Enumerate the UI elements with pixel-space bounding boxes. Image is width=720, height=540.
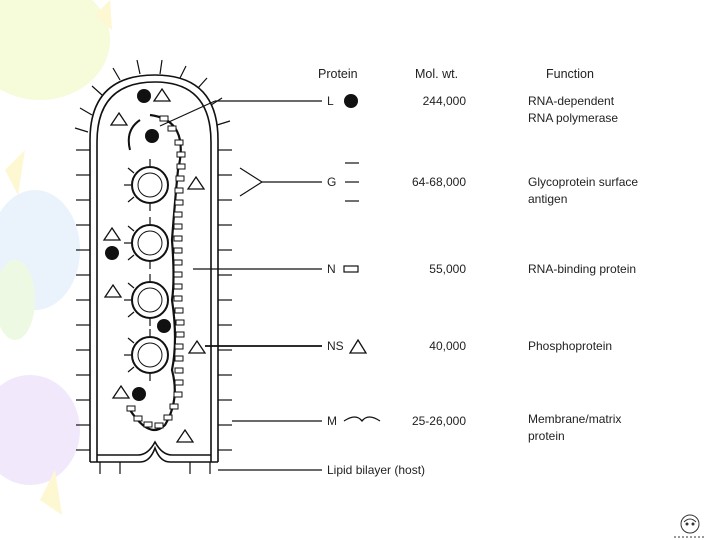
legend-n-symbol — [344, 266, 358, 272]
function-l-line1: RNA-dependent — [528, 94, 615, 108]
mol-wt-n: 55,000 — [429, 262, 466, 276]
mol-wt-g: 64-68,000 — [411, 175, 466, 189]
legend-symbols — [344, 94, 380, 421]
protein-name-g: G — [327, 175, 337, 189]
legend-l-symbol — [344, 94, 358, 108]
protein-name-ns: NS — [327, 339, 344, 353]
function-l-line2: RNA polymerase — [528, 111, 619, 125]
coil-spokes — [124, 159, 150, 381]
function-m-line2: protein — [528, 429, 565, 443]
nucleocapsid-coils — [129, 115, 181, 430]
mol-wt-ns: 40,000 — [429, 339, 466, 353]
legend-ns-symbol — [350, 340, 366, 353]
header-mol-wt: Mol. wt. — [415, 67, 459, 81]
function-g-line1: Glycoprotein surface — [528, 175, 639, 189]
protein-name-m: M — [327, 414, 337, 428]
protein-name-n: N — [327, 262, 336, 276]
protein-name-l: L — [327, 94, 334, 108]
legend-m-symbol — [344, 417, 380, 421]
header-protein: Protein — [318, 67, 358, 81]
header-function: Function — [546, 67, 594, 81]
corner-logo — [674, 515, 706, 537]
mol-wt-m: 25-26,000 — [411, 414, 466, 428]
function-m-line1: Membrane/matrix — [528, 412, 622, 426]
mol-wt-l: 244,000 — [422, 94, 466, 108]
legend-g-symbol — [345, 163, 359, 201]
function-g-line2: antigen — [528, 192, 568, 206]
function-ns-line1: Phosphoprotein — [528, 339, 613, 353]
lipid-bilayer-label: Lipid bilayer (host) — [327, 463, 426, 477]
function-n-line1: RNA-binding protein — [528, 262, 637, 276]
n-protein-beads — [127, 116, 185, 428]
